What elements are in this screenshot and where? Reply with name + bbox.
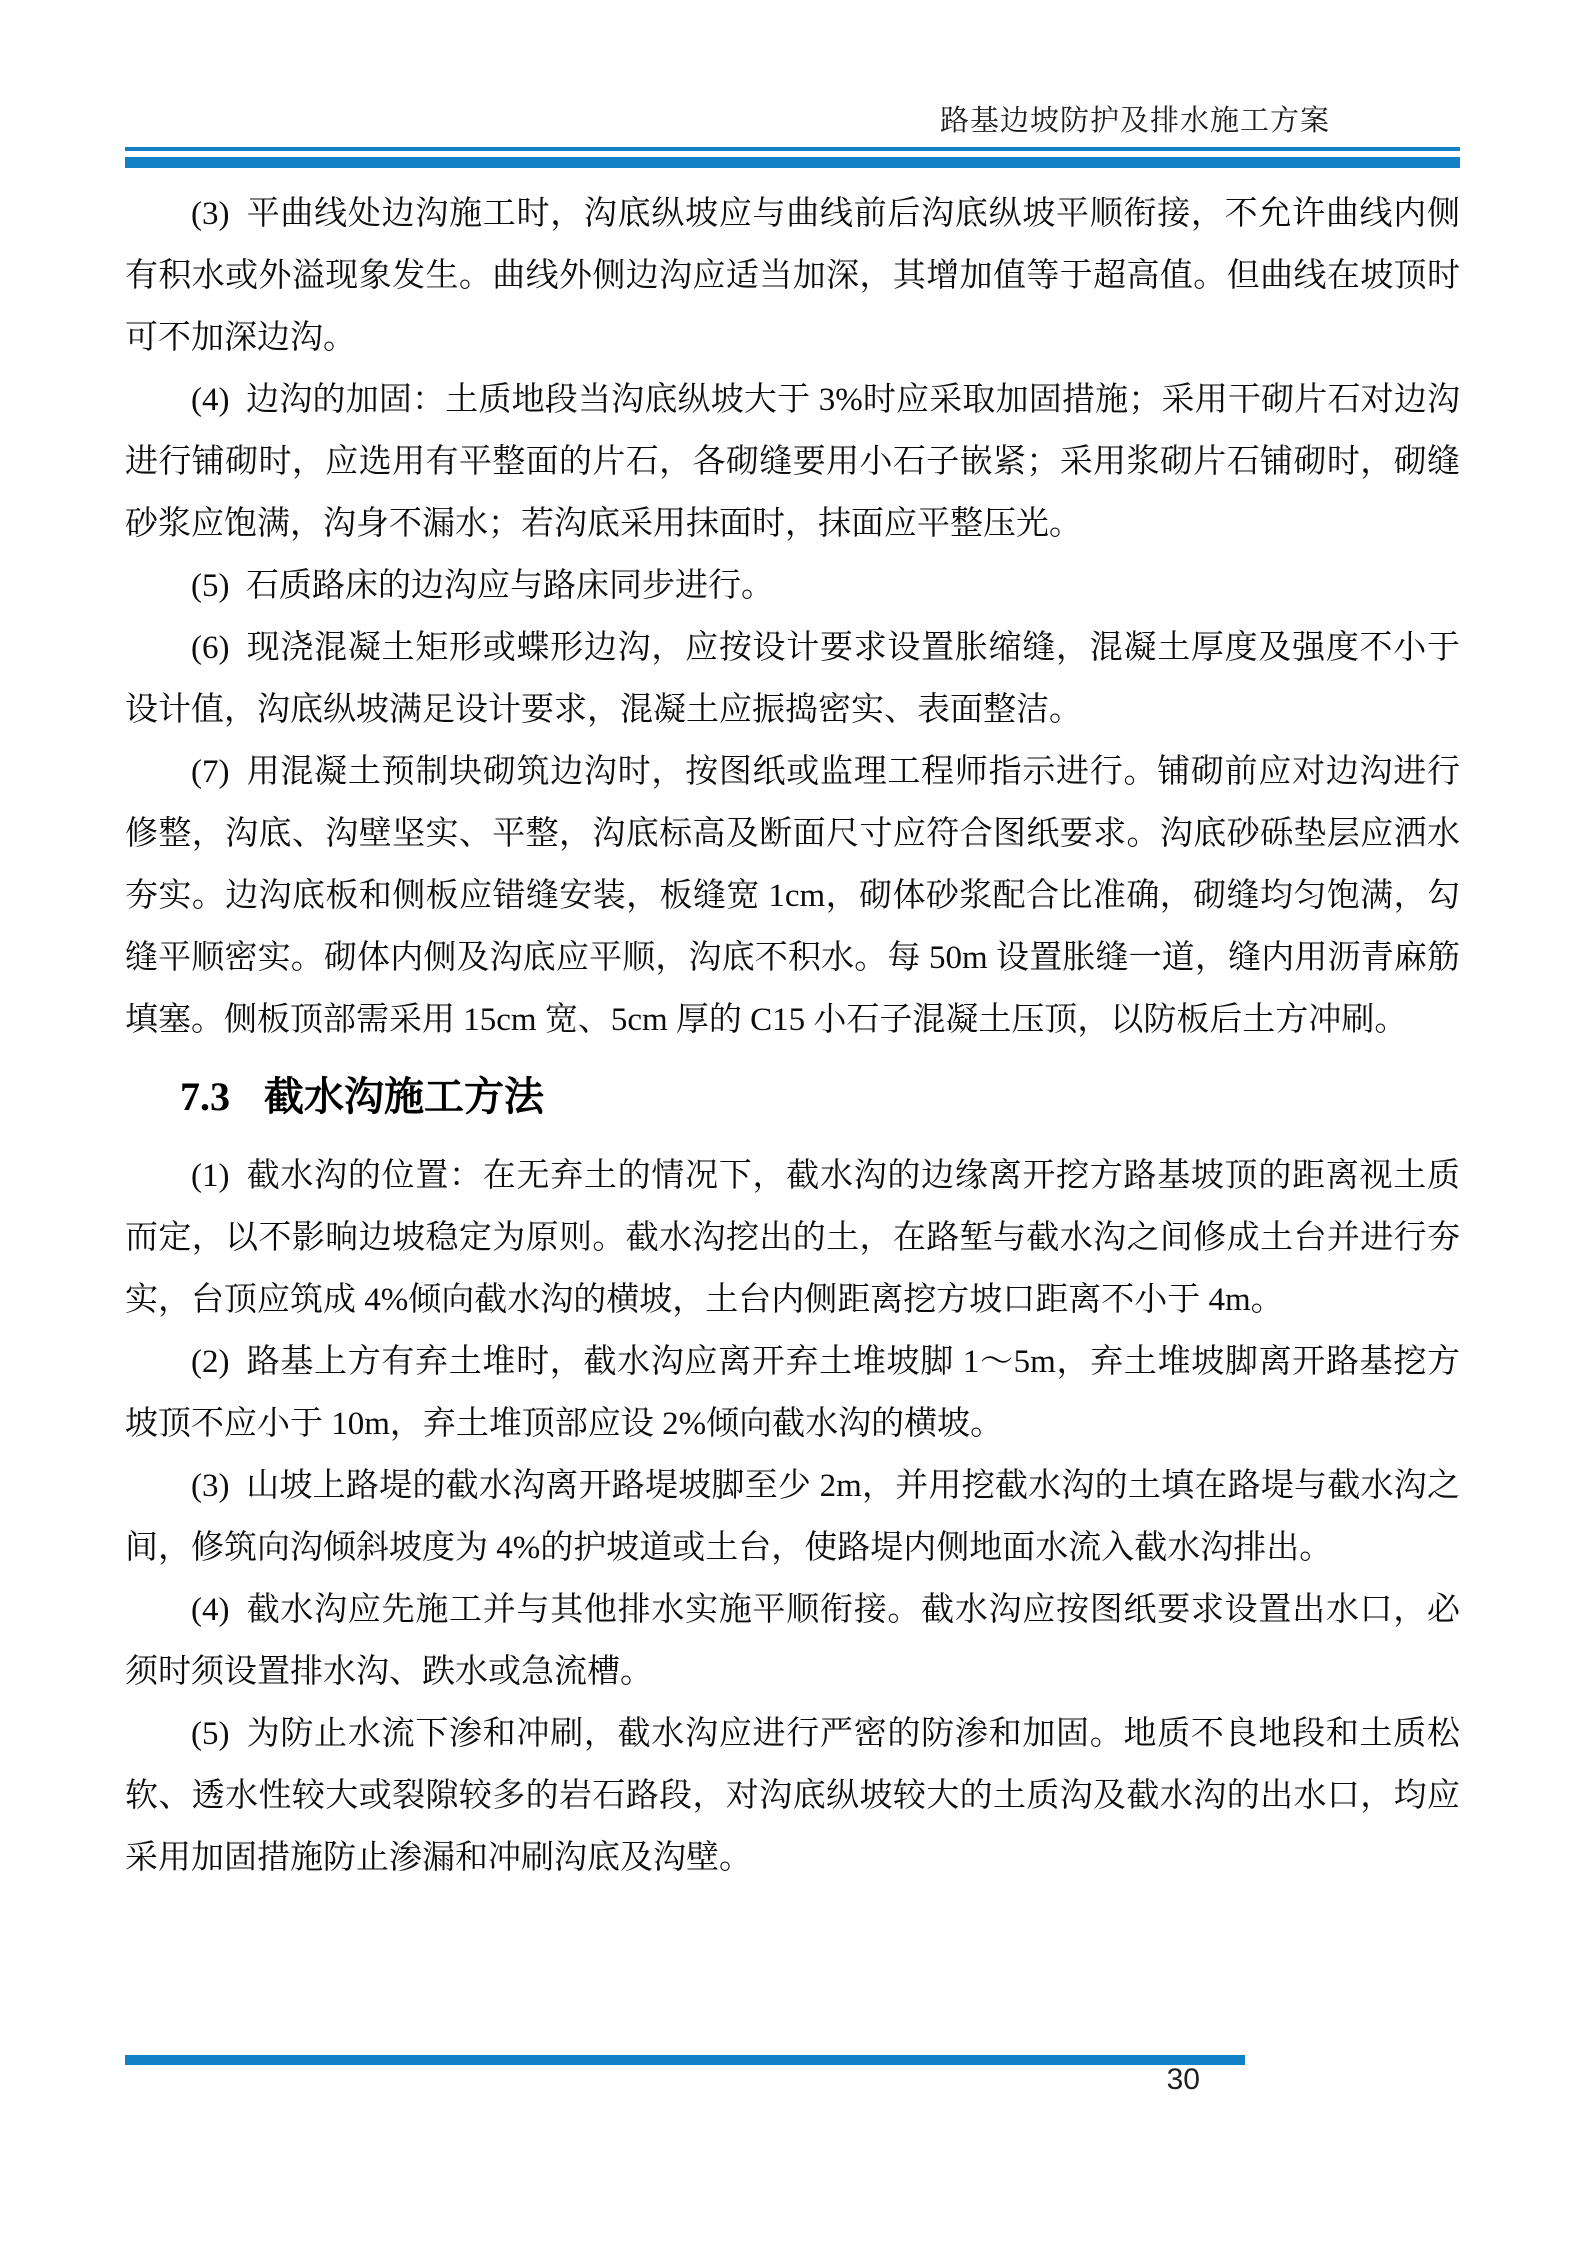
page-number: 30 bbox=[1166, 2063, 1200, 2096]
paragraph-73-2: (2) 路基上方有弃土堆时，截水沟应离开弃土堆坡脚 1～5m，弃土堆坡脚离开路基挖方坡顶不应小于 10m，弃土堆顶部应设 2%倾向截水沟的横坡。 bbox=[125, 1344, 1460, 1442]
paragraph-72-6: (6) 现浇混凝土矩形或蝶形边沟，应按设计要求设置胀缩缝，混凝土厚度及强度不小于设计值，沟底纵坡满足设计要求，混凝土应振捣密实、表面整洁。 bbox=[125, 630, 1460, 728]
paragraph-73-5: (5) 为防止水流下渗和冲刷，截水沟应进行严密的防渗和加固。地质不良地段和土质松软、透水性较大或裂隙较多的岩石路段，对沟底纵坡较大的土质沟及截水沟的出水口，均应采用加固措施防止渗漏和冲刷沟底及沟壁。 bbox=[125, 1716, 1460, 1876]
section-heading bbox=[125, 1069, 1460, 1125]
paragraph-73-3: (3) 山坡上路堤的截水沟离开路堤坡脚至少 2m，并用挖截水沟的土填在路堤与截水沟之间，修筑向沟倾斜坡度为 4%的护坡道或土台，使路堤内侧地面水流入截水沟排出。 bbox=[125, 1468, 1460, 1566]
header-title: 路基边坡防护及排水施工方案 bbox=[939, 105, 1330, 137]
section-number: 7.3 bbox=[180, 1074, 230, 1119]
paragraph-72-5: (5) 石质路床的边沟应与路床同步进行。 bbox=[191, 568, 774, 604]
footer-rule bbox=[125, 2055, 1245, 2065]
section-title: 截水沟施工方法 bbox=[264, 1074, 544, 1119]
paragraph-72-4: (4) 边沟的加固：土质地段当沟底纵坡大于 3%时应采取加固措施；采用干砌片石对边沟进行铺砌时，应选用有平整面的片石，各砌缝要用小石子嵌紧；采用浆砌片石铺砌时，砌缝砂浆应饱满，沟身不漏水；若沟底采用抹面时，抹面应平整压光。 bbox=[125, 382, 1460, 542]
paragraph-72-7: (7) 用混凝土预制块砌筑边沟时，按图纸或监理工程师指示进行。铺砌前应对边沟进行修整，沟底、沟壁坚实、平整，沟底标高及断面尺寸应符合图纸要求。沟底砂砾垫层应洒水夯实。边沟底板和侧板应错缝安装，板缝宽 1cm，砌体砂浆配合比准确，砌缝均匀饱满，勾缝平顺密实。砌体内侧及沟底应平顺，沟底不积水。每 50m 设置胀缝一道，缝内用沥青麻筋填塞。侧板顶部需采用 15cm 宽、5cm 厚的 C15 小石子混凝土压顶，以防板后土方冲刷。 bbox=[125, 754, 1460, 1038]
paragraph-73-1: (1) 截水沟的位置：在无弃土的情况下，截水沟的边缘离开挖方路基坡顶的距离视土质而定，以不影晌边坡稳定为原则。截水沟挖出的土，在路堑与截水沟之间修成土台并进行夯实，台顶应筑成 4%倾向截水沟的横坡，土台内侧距离挖方坡口距离不小于 4m。 bbox=[125, 1158, 1460, 1318]
header-rule-thick bbox=[125, 157, 1460, 168]
header-rule-thin bbox=[125, 147, 1460, 151]
document-body bbox=[125, 183, 1460, 1889]
paragraph-72-3: (3) 平曲线处边沟施工时，沟底纵坡应与曲线前后沟底纵坡平顺衔接，不允许曲线内侧有积水或外溢现象发生。曲线外侧边沟应适当加深，其增加值等于超高值。但曲线在坡顶时可不加深边沟。 bbox=[125, 196, 1460, 356]
paragraph-73-4: (4) 截水沟应先施工并与其他排水实施平顺衔接。截水沟应按图纸要求设置出水口，必须时须设置排水沟、跌水或急流槽。 bbox=[125, 1592, 1460, 1690]
